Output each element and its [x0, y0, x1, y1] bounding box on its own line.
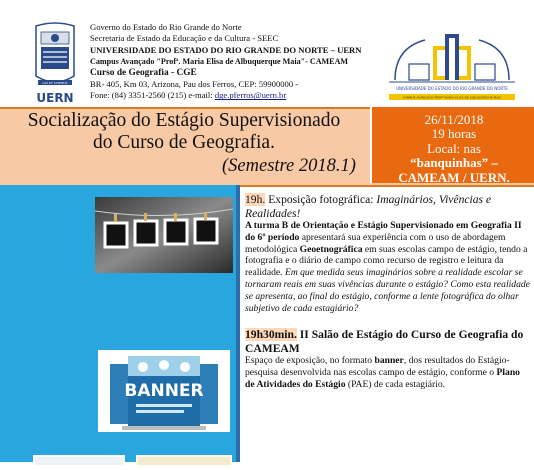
header-line: BR- 405, Km 03, Arizona, Pau dos Ferros, CEP: 59900000 -: [90, 79, 299, 90]
item1-title: Exposição fotográfica:: [265, 193, 377, 206]
item2-time: 19h30min.: [245, 328, 297, 342]
item1-body: A turma B de Orientação e Estágio Supervisionado em Geografia II do 6º período apresentará sua experiência com o uso de abordagem metodológica Geoetnográfica em suas escolas campo de estágio, tendo a fotografia e o diário de campo como recurso de registro e leitura da realidade. Em que medida seus imaginários sobre a realidade escolar se tornaram reais em suas vivências durante o estágio? Como esta realidade se apresenta, ao final do estágio, conforme a lente fotográfica do olhar subjetivo de cada estagiário?: [245, 220, 530, 314]
item1-heading: [245, 193, 530, 220]
thumbnail-image: [33, 452, 125, 462]
header-contact: [90, 90, 390, 101]
phone-text: Fone: (84) 3351-2560 (215) e-mail:: [90, 90, 215, 101]
banner-display-image: [98, 350, 230, 432]
header-line: Secretaria de Estado da Educação e da Cultura - SEEC: [90, 33, 279, 44]
event-local-label: Local: nas: [427, 140, 481, 156]
campus-logo: [385, 28, 519, 106]
item2-title: II Salão de Estágio do Curso de Geografia do CAMEAM: [245, 328, 524, 355]
event-local-place: “banquinhas” –: [410, 155, 498, 171]
photo-exhibition-image: [95, 197, 233, 273]
event-title-line1: Socialização do Estágio Supervisionado: [27, 110, 341, 131]
email-link[interactable]: dge.pferros@uern.br: [214, 90, 287, 101]
thumbnail-image: [136, 452, 232, 462]
event-title-line2: do Curso de Geografia.: [93, 132, 275, 153]
item1-title-italic: Imaginários, Vivências e Realidades!: [245, 193, 492, 220]
header-line: Curso de Geografia - CGE: [90, 67, 197, 78]
event-date: 26/11/2018: [424, 112, 484, 127]
header-line: Governo do Estado do Rio Grande do Norte: [90, 22, 242, 32]
program-description: [245, 193, 530, 391]
event-time: 19 horas: [431, 126, 477, 142]
item2-body: Espaço de exposição, no formato banner, dos resultados do Estágio-pesquisa desenvolvida nas escolas campo de estágio, conforme o Plano de Atividades do Estágio (PAE) de cada estagiário.: [245, 355, 520, 390]
uern-logo: [28, 22, 82, 106]
logo-left-text: UERN: [36, 91, 74, 105]
logo-motto: LUX ET SCIENTIA: [42, 81, 68, 85]
institution-header: [90, 22, 390, 102]
item2-heading: [245, 328, 530, 355]
campus-logo-text: UNIVERSIDADE DO ESTADO DO RIO GRANDE DO NORTE: [396, 86, 508, 91]
item1-time: 19h.: [245, 193, 266, 206]
banner-image-label: BANNER: [124, 381, 204, 401]
campus-logo-subtext: CAMPUS AVANÇADO PROFª MARIA ELISA DE ALBUQUERQUE MAIA: [402, 95, 502, 100]
semester-label: (Semestre 2018.1): [222, 156, 356, 176]
event-local-campus: CAMEAM / UERN.: [398, 169, 510, 185]
event-info-box: [370, 107, 534, 183]
header-line: Campus Avançado "Profª. Maria Elisa de Albuquerque Maia"- CAMEAM: [90, 57, 349, 67]
header-line: UNIVERSIDADE DO ESTADO DO RIO GRANDE DO NORTE – UERN: [90, 44, 362, 55]
